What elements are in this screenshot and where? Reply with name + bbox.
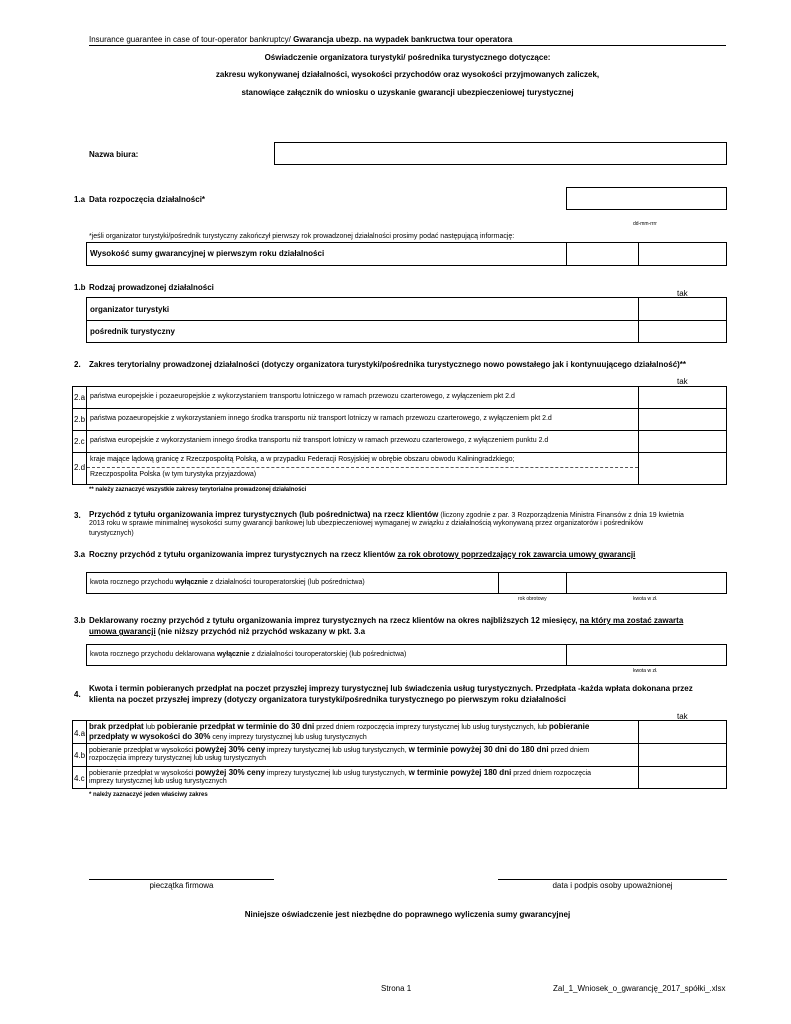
advance-row-number: 4.a — [74, 729, 86, 738]
advance-row-4b-plain-3: przed dniem — [548, 747, 590, 754]
divider — [86, 386, 87, 485]
advance-row-4a-line-1 — [89, 722, 589, 731]
territory-row-text: państwa europejskie i pozaeuropejskie z wykorzystaniem transportu lotniczego w ramach przewozu czarterowego, z wyłączeniem pkt 2.d — [90, 393, 515, 400]
advance-row-4c-plain-2: imprezy turystycznej lub usług turystycznych, — [265, 770, 409, 777]
territory-checkbox-2a[interactable] — [639, 387, 726, 407]
advance-row-4c-plain-3: przed dniem rozpoczęcia — [511, 770, 592, 777]
activity-row-label: organizator turystyki — [90, 305, 170, 314]
header-rule — [89, 45, 726, 46]
section-3b-label-underlined-1: na który ma zostać zawarta — [579, 616, 684, 625]
file-name: Zal_1_Wniosek_o_gwarancję_2017_spółki_.xlsx — [553, 984, 726, 993]
section-3-plain-2: 2013 roku w sprawie minimalnej wysokości sumy gwarancji bankowej lub ubezpieczeniowej wymaganej w związku z działalnością wykonywaną przez organizatorów i pośredników — [89, 520, 644, 527]
revenue-3b-label-pre: kwota rocznego przychodu deklarowana — [90, 651, 217, 658]
section-2-label: Zakres terytorialny prowadzonej działalności (dotyczy organizatora turystyki/pośrednika turystycznego nowo powstałego jak i kontynuującego działalność)** — [89, 360, 687, 369]
territory-row-number: 2.d — [74, 463, 86, 472]
advance-row-4c-bold-2: w terminie powyżej 180 dni — [408, 768, 512, 777]
territory-checkbox-2b[interactable] — [639, 409, 726, 429]
revenue-3a-amount-field[interactable] — [567, 573, 726, 593]
advance-row-4b-plain-1: pobieranie przedpłat w wysokości — [89, 747, 196, 754]
divider — [72, 452, 727, 453]
revenue-3a-label-pre: kwota rocznego przychodu — [90, 579, 176, 586]
advance-row-4c-bold-1: powyżej 30% ceny — [195, 768, 266, 777]
advance-row-4b-bold-2: w terminie powyżej 30 dni do 180 dni — [408, 745, 549, 754]
stamp-label: pieczątka firmowa — [149, 881, 214, 890]
title-line-1: Oświadczenie organizatora turystyki/ pośrednika turystycznego dotyczące: — [264, 53, 551, 62]
divider — [72, 766, 727, 767]
section-3b-label-line-2 — [89, 627, 365, 636]
section-4-line-2: klienta na poczet przyszłej imprezy (dotyczy organizatora turystyki/pośrednika turystycznego po pierwszym roku działalności — [89, 695, 567, 704]
advance-row-4a-bold-1: brak przedpłat — [89, 722, 144, 731]
advance-row-number: 4.c — [74, 774, 85, 783]
header-polish: Gwarancja ubezp. na wypadek bankructwa tour operatora — [293, 35, 513, 44]
advance-row-4b-bold-1: powyżej 30% ceny — [195, 745, 266, 754]
office-name-field[interactable] — [274, 142, 727, 165]
advance-row-4a-bold-3: pobieranie — [548, 722, 590, 731]
section-3-plain-3: turystycznych) — [89, 530, 134, 537]
territory-footnote: ** należy zaznaczyć wszystkie zakresy terytorialne prowadzonej działalności — [89, 487, 307, 493]
advance-checkbox-4a[interactable] — [639, 721, 726, 742]
advance-row-4a-plain-1: lub — [143, 724, 157, 731]
stamp-line[interactable] — [89, 879, 274, 880]
section-3a-label-plain: Roczny przychód z tytułu organizowania imprez turystycznych na rzecz klientów — [89, 550, 398, 559]
section-3b-label-plain: Deklarowany roczny przychód z tytułu organizowania imprez turystycznych na rzecz klientów na okres najbliższych 12 miesięcy, — [89, 616, 580, 625]
advance-row-4c-plain-1: pobieranie przedpłat w wysokości — [89, 770, 196, 777]
signature-label: data i podpis osoby upoważnionej — [552, 881, 673, 890]
section-3b-label-post: (nie niższy przychód niż przychód wskazany w pkt. 3.a — [155, 627, 366, 636]
divider — [86, 320, 727, 321]
advance-row-4b-plain-2: imprezy turystycznej lub usług turystycznych, — [265, 747, 409, 754]
amount-hint-3b: kwota w zł. — [633, 668, 658, 674]
advance-row-4a-line-2 — [89, 732, 367, 741]
section-3a-number: 3.a — [74, 550, 86, 559]
title-line-3: stanowiące załącznik do wniosku o uzyskanie gwarancji ubezpieczeniowej turystycznej — [241, 88, 574, 97]
advance-row-number: 4.b — [74, 751, 86, 760]
section-3b-label — [89, 616, 729, 626]
territory-row-text: państwa pozaeuropejskie z wykorzystaniem innego środka transportu niż transport lotniczy w ramach przewozu czarterowego, z wyłączeniem pkt 2.d — [90, 415, 552, 422]
column-tak-4: tak — [677, 712, 688, 721]
first-year-sum-cell-2[interactable] — [639, 243, 726, 265]
closing-statement: Niniejsze oświadczenie jest niezbędne do poprawnego wyliczenia sumy gwarancyjnej — [244, 910, 571, 919]
activity-checkbox-intermediary[interactable] — [639, 321, 726, 342]
advance-row-4a-bold-2: pobieranie przedpłat w terminie do 30 dni — [156, 722, 315, 731]
advance-row-4c-line-2: imprezy turystycznej lub usług turystycznych — [89, 778, 227, 785]
section-1a-label: Data rozpoczęcia działalności* — [89, 195, 206, 204]
revenue-3a-label-bold: wyłącznie — [175, 579, 208, 586]
advance-row-4a-bold-4: przedpłaty w wysokości do 30% — [89, 732, 211, 741]
territory-row-text-2: Rzeczpospolita Polska (w tym turystyka przyjazdowa) — [90, 471, 257, 478]
advance-row-4b-line-1 — [89, 745, 589, 754]
first-year-note: *jeśli organizator turystyki/pośrednik turystyczny zakończył pierwszy rok prowadzonej działalności prosimy podać następującą informację: — [89, 233, 515, 240]
divider — [86, 720, 87, 789]
territory-checkbox-2c[interactable] — [639, 431, 726, 451]
date-format-hint: dd-mm-rrrr — [633, 221, 657, 227]
column-tak-1b: tak — [677, 289, 688, 298]
start-date-field[interactable] — [566, 187, 727, 210]
section-3a-label-underlined: za rok obrotowy poprzedzający rok zawarcia umowy gwarancji — [397, 550, 636, 559]
document-header — [89, 35, 512, 44]
territory-row-text: kraje mające lądową granicę z Rzeczpospolitą Polską, a w przypadku Federacji Rosyjskiej w obrębie obszaru obwodu Kaliningradzkiego; — [90, 456, 515, 463]
territory-row-text: państwa europejskie z wykorzystaniem innego środka transportu niż transport lotniczy w ramach przewozu czarterowego, z wyłączeniem punktu 2.d — [90, 437, 549, 444]
activity-row-label: pośrednik turystyczny — [90, 327, 175, 336]
advance-row-4a-plain-3: ceny imprezy turystycznej lub usług turystycznych — [210, 734, 367, 741]
advance-row-4a-plain-2: przed dniem rozpoczęcia imprezy turystycznej lub usług turystycznych, lub — [314, 724, 549, 731]
advance-checkbox-4b[interactable] — [639, 744, 726, 765]
section-3b-number: 3.b — [74, 616, 86, 625]
signature-line[interactable] — [498, 879, 727, 880]
section-2-number: 2. — [74, 360, 81, 369]
revenue-3b-label-bold: wyłącznie — [216, 651, 250, 658]
territory-row-number: 2.c — [74, 437, 85, 446]
section-1b-number: 1.b — [74, 283, 86, 292]
fiscal-year-hint: rok obrotowy — [518, 596, 547, 602]
page-number: Strona 1 — [381, 984, 412, 993]
activity-checkbox-organizer[interactable] — [639, 298, 726, 319]
fiscal-year-field[interactable] — [499, 573, 565, 593]
section-1b-label: Rodzaj prowadzonej działalności — [89, 283, 214, 292]
revenue-3b-label-post: z działalności touroperatorskiej (lub pośrednictwa) — [249, 651, 407, 658]
territory-row-number: 2.a — [74, 393, 86, 402]
amount-hint-3a: kwota w zł. — [633, 596, 658, 602]
section-4-line-1: Kwota i termin pobieranych przedpłat na poczet przyszłej imprezy turystycznej lub świadczenia usług turystycznych. Przedpłata -każda wpłata dokonana przez — [89, 684, 693, 693]
revenue-3a-label-post: z działalności touroperatorskiej (lub pośrednictwa) — [207, 579, 365, 586]
advance-checkbox-4c[interactable] — [639, 767, 726, 788]
first-year-sum-cell-1[interactable] — [567, 243, 637, 265]
title-line-2: zakresu wykonywanej działalności, wysokości przychodów oraz wysokości przyjmowanych zaliczek, — [215, 70, 600, 79]
section-1a-number: 1.a — [74, 195, 86, 204]
territory-row-number: 2.b — [74, 415, 86, 424]
column-tak-2: tak — [677, 377, 688, 386]
section-3-bold: Przychód z tytułu organizowania imprez turystycznych (lub pośrednictwa) na rzecz klientów — [89, 510, 439, 519]
header-english: Insurance guarantee in case of tour-operator bankruptcy/ — [89, 35, 291, 44]
divider — [87, 467, 638, 468]
section-4-number: 4. — [74, 690, 81, 699]
revenue-3b-amount-field[interactable] — [567, 645, 726, 665]
office-name-label: Nazwa biura: — [89, 150, 139, 159]
advance-footnote: * należy zaznaczyć jeden właściwy zakres — [89, 792, 208, 798]
divider — [72, 408, 727, 409]
territory-checkbox-2d[interactable] — [639, 453, 726, 484]
section-3-plain-1: (liczony zgodnie z par. 3 Rozporządzenia Ministra Finansów z dnia 19 kwietnia — [438, 512, 684, 519]
first-year-sum-label: Wysokość sumy gwarancyjnej w pierwszym roku działalności — [90, 249, 325, 258]
section-3b-label-underlined-2: umowa gwarancji — [89, 627, 156, 636]
divider — [72, 430, 727, 431]
divider — [72, 743, 727, 744]
advance-row-4c-line-1 — [89, 768, 591, 777]
section-3a-label — [89, 550, 635, 559]
advance-row-4b-line-2: rozpoczęcia imprezy turystycznej lub usług turystycznych — [89, 755, 267, 762]
revenue-3a-label — [90, 579, 365, 586]
section-3-number: 3. — [74, 511, 81, 520]
revenue-3b-label — [90, 651, 406, 658]
